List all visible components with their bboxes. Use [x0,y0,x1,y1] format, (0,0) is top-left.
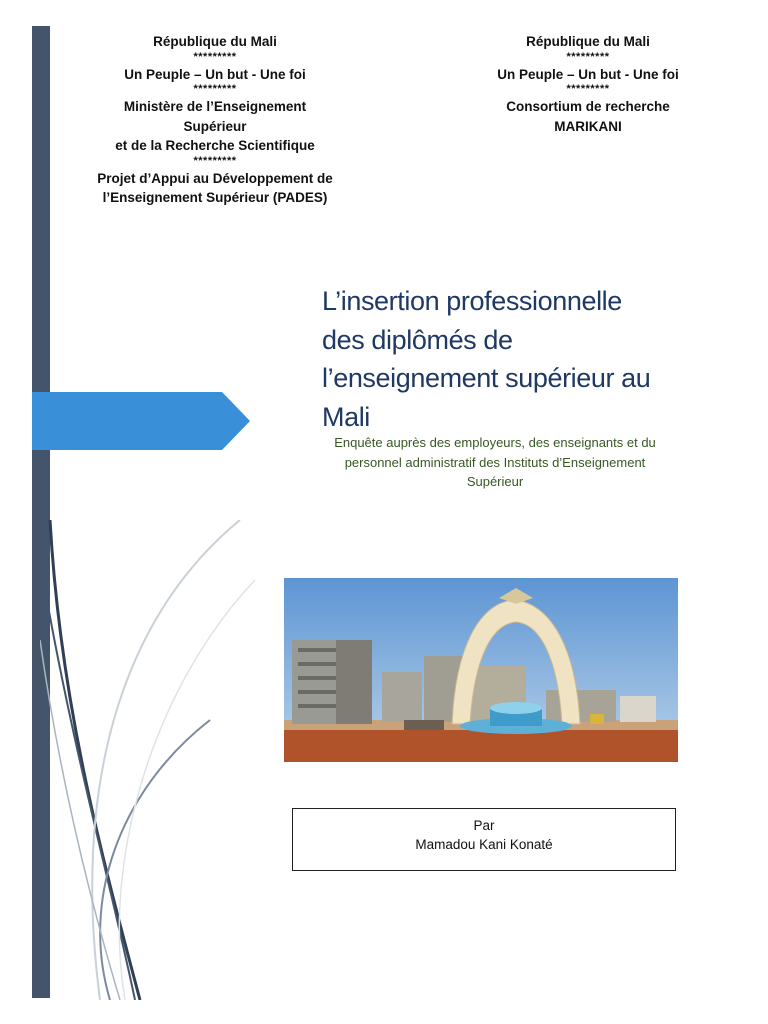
document-title [322,282,742,436]
campus-photo [284,578,678,762]
title-line: des diplômés de [322,324,513,355]
by-label: Par [473,818,495,833]
subtitle-line: personnel administratif des Instituts d’Enseignement [344,454,646,470]
header-right [472,32,704,136]
project-line: l’Enseignement Supérieur (PADES) [102,190,328,205]
subtitle-line: Supérieur [466,474,524,489]
separator: ********* [193,154,237,167]
title-line: L’insertion professionnelle [322,286,622,316]
decorative-swooshes [40,520,260,1000]
separator: ********* [566,83,610,95]
ministry-line: Ministère de l’Enseignement [123,99,307,114]
project-line: Projet d’Appui au Développement de [97,170,333,186]
separator: ********* [193,50,237,63]
organization-line: MARIKANI [554,118,622,134]
author-box [292,808,676,871]
organization-line: Consortium de recherche [506,99,670,114]
author-name: Mamadou Kani Konaté [415,837,553,852]
ministry-line: et de la Recherche Scientifique [115,138,315,153]
motto: Un Peuple – Un but - Une foi [497,66,679,82]
ministry-line: Supérieur [183,118,247,134]
subtitle-line: Enquête auprès des employeurs, des enseignants et du [334,435,656,450]
separator: ********* [193,83,237,95]
title-line: l’enseignement supérieur au [322,363,651,393]
document-subtitle [322,433,668,492]
country-name: République du Mali [153,34,277,49]
title-line: Mali [322,401,370,432]
blue-arrow-shape [32,392,250,450]
header-left [84,32,346,208]
country-name: République du Mali [526,34,650,49]
separator: ********* [566,50,610,63]
motto: Un Peuple – Un but - Une foi [124,66,306,82]
